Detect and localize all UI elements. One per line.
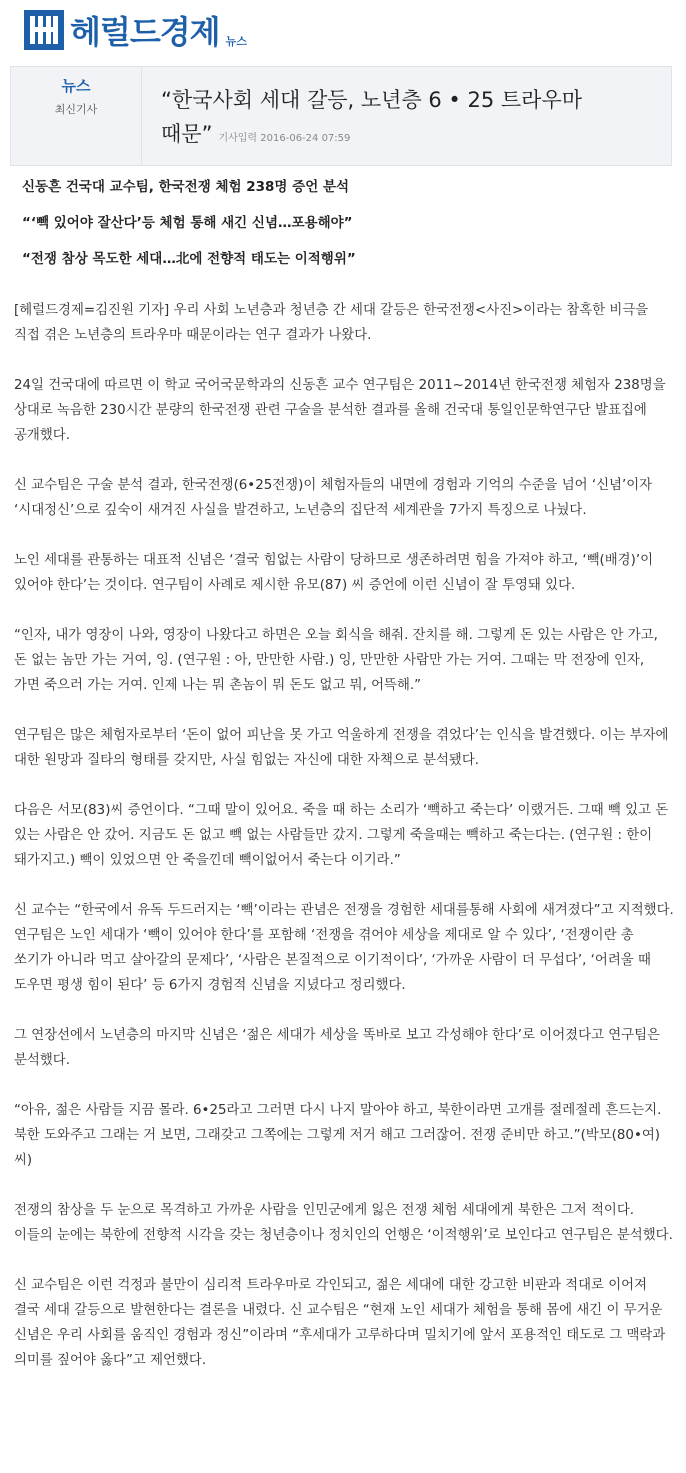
logo-mark-icon: [24, 10, 64, 50]
article-body: [14, 298, 674, 1398]
article-date: 기사입력 2016-06-24 07:59: [218, 133, 351, 144]
article-header: [10, 66, 672, 166]
logo-section-label[interactable]: 뉴스: [225, 35, 247, 48]
article-paragraph: 전쟁의 참상을 두 눈으로 목격하고 가까운 사람을 인민군에게 잃은 전쟁 체험 세대에게 북한은 그저 적이다. 이들의 눈에는 북한에 전향적 시각을 갖는 청년층이나 정치인의 언행은 ‘이적행위’로 보인다고 연구팀은 분석했다.: [14, 1203, 673, 1243]
article-paragraph: 연구팀은 많은 체험자로부터 ‘돈이 없어 피난을 못 가고 억울하게 전쟁을 겪었다’는 인식을 발견했다. 이는 부자에 대한 원망과 질타의 형태를 갖지만, 사실 힘없는 자신에 대한 자책으로 분석됐다.: [14, 728, 669, 768]
article-paragraph: “인자, 내가 영장이 나와, 영장이 나왔다고 하면은 오늘 회식을 해줘. 잔치를 해. 그렇게 돈 있는 사람은 안 가고, 돈 없는 놈만 가는 거여, 잉. (연구원 : 아, 만만한 사람.) 잉, 만만한 사람만 가는 거여. 그때는 막 전장에 인자, 가면 죽으러 가는 거여. 인제 나는 뭐 촌놈이 뭐 돈도 없고 뭐, 어뜩해.”: [14, 628, 658, 693]
subhead: 신동흔 건국대 교수팀, 한국전쟁 체험 238명 증언 분석: [22, 179, 350, 195]
article-title-text: “한국사회 세대 갈등, 노년층 6 • 25 트라우마 때문”: [161, 88, 583, 146]
article-paragraph: 24일 건국대에 따르면 이 학교 국어국문학과의 신동흔 교수 연구팀은 2011~2014년 한국전쟁 체험자 238명을 상대로 녹음한 230시간 분량의 한국전쟁 관련 구술을 분석한 결과를 올해 건국대 통일인문학연구단 발표집에 공개했다.: [14, 378, 666, 443]
article-paragraph: 신 교수팀은 구술 분석 결과, 한국전쟁(6•25전쟁)이 체험자들의 내면에 경험과 기억의 수준을 넘어 ‘신념’이자 ‘시대정신’으로 깊숙이 새겨진 사실을 발견하고, 노년층의 집단적 세계관을 7가지 특징으로 나눴다.: [14, 478, 653, 518]
article-title: [161, 83, 666, 156]
article-subheads: [22, 176, 662, 284]
article-paragraph: 다음은 서모(83)씨 증언이다. “그때 말이 있어요. 죽을 때 하는 소리가 ‘빽하고 죽는다’ 이랬거든. 그때 빽 있고 돈 있는 사람은 안 갔어. 지금도 돈 없고 빽 없는 사람들만 갔지. 그렇게 죽을때는 빽하고 죽는다는. (연구원 : 한이 돼가지고.) 빽이 있었으면 안 죽을낀데 빽이없어서 죽는다 이기라.”: [14, 803, 669, 868]
subhead: “전쟁 참상 목도한 세대…北에 전향적 태도는 이적행위”: [22, 251, 356, 267]
subhead: “‘빽 있어야 잘산다’등 체험 통해 새긴 신념…포용해야”: [22, 215, 353, 231]
category-link[interactable]: 뉴스: [61, 77, 91, 95]
category-sub-link[interactable]: 최신기사: [54, 103, 98, 116]
category-box: [11, 67, 142, 165]
article-paragraph: 노인 세대를 관통하는 대표적 신념은 ‘결국 힘없는 사람이 당하므로 생존하려면 힘을 가져야 하고, ‘빽(배경)’이 있어야 한다’는 것이다. 연구팀이 사례로 제시한 유모(87) 씨 증언에 이런 신념이 잘 투영돼 있다.: [14, 553, 654, 593]
article-paragraph: 그 연장선에서 노년층의 마지막 신념은 ‘젊은 세대가 세상을 똑바로 보고 각성해야 한다’로 이어졌다고 연구팀은 분석했다.: [14, 1028, 660, 1068]
site-logo[interactable]: [24, 8, 247, 52]
article-paragraph: “아유, 젊은 사람들 지끔 몰라. 6•25라고 그러면 다시 나지 말아야 하고, 북한이라면 고개를 절레절레 흔드는지. 북한 도와주고 그래는 거 보면, 그래갖고 그쪽에는 그렇게 저거 해고 그러잖어. 전쟁 준비만 하고.”(박모(80•여)씨): [14, 1103, 662, 1168]
article-paragraph: [헤럴드경제=김진원 기자] 우리 사회 노년층과 청년층 간 세대 갈등은 한국전쟁<사진>이라는 참혹한 비극을 직접 겪은 노년층의 트라우마 때문이라는 연구 결과가 나왔다.: [14, 303, 649, 343]
article-paragraph: 신 교수는 “한국에서 유독 두드러지는 ‘빽’이라는 관념은 전쟁을 경험한 세대를통해 사회에 새겨졌다”고 지적했다. 연구팀은 노인 세대가 ‘빽이 있어야 한다’를 포함해 ‘전쟁을 겪어야 세상을 제대로 알 수 있다’, ‘전쟁이란 총 쏘기가 아니라 먹고 살아갈의 문제다’, ‘사람은 본질적으로 이기적이다’, ‘가까운 사람이 더 무섭다’, ‘어려울 때 도우면 평생 힘이 된다’ 등 6가지 경험적 신념을 지녔다고 정리했다.: [14, 903, 674, 993]
logo-name: 헤럴드경제: [70, 13, 220, 51]
article-paragraph: 신 교수팀은 이런 걱정과 불만이 심리적 트라우마로 각인되고, 젊은 세대에 대한 강고한 비판과 적대로 이어져 결국 세대 갈등으로 발현한다는 결론을 내렸다. 신 교수팀은 “현재 노인 세대가 체험을 통해 몸에 새긴 이 무거운 신념은 우리 사회를 움직인 경험과 정신”이라며 “후세대가 고루하다며 밀치기에 앞서 포용적인 태도로 그 맥락과 의미를 짚어야 옳다”고 제언했다.: [14, 1278, 666, 1368]
